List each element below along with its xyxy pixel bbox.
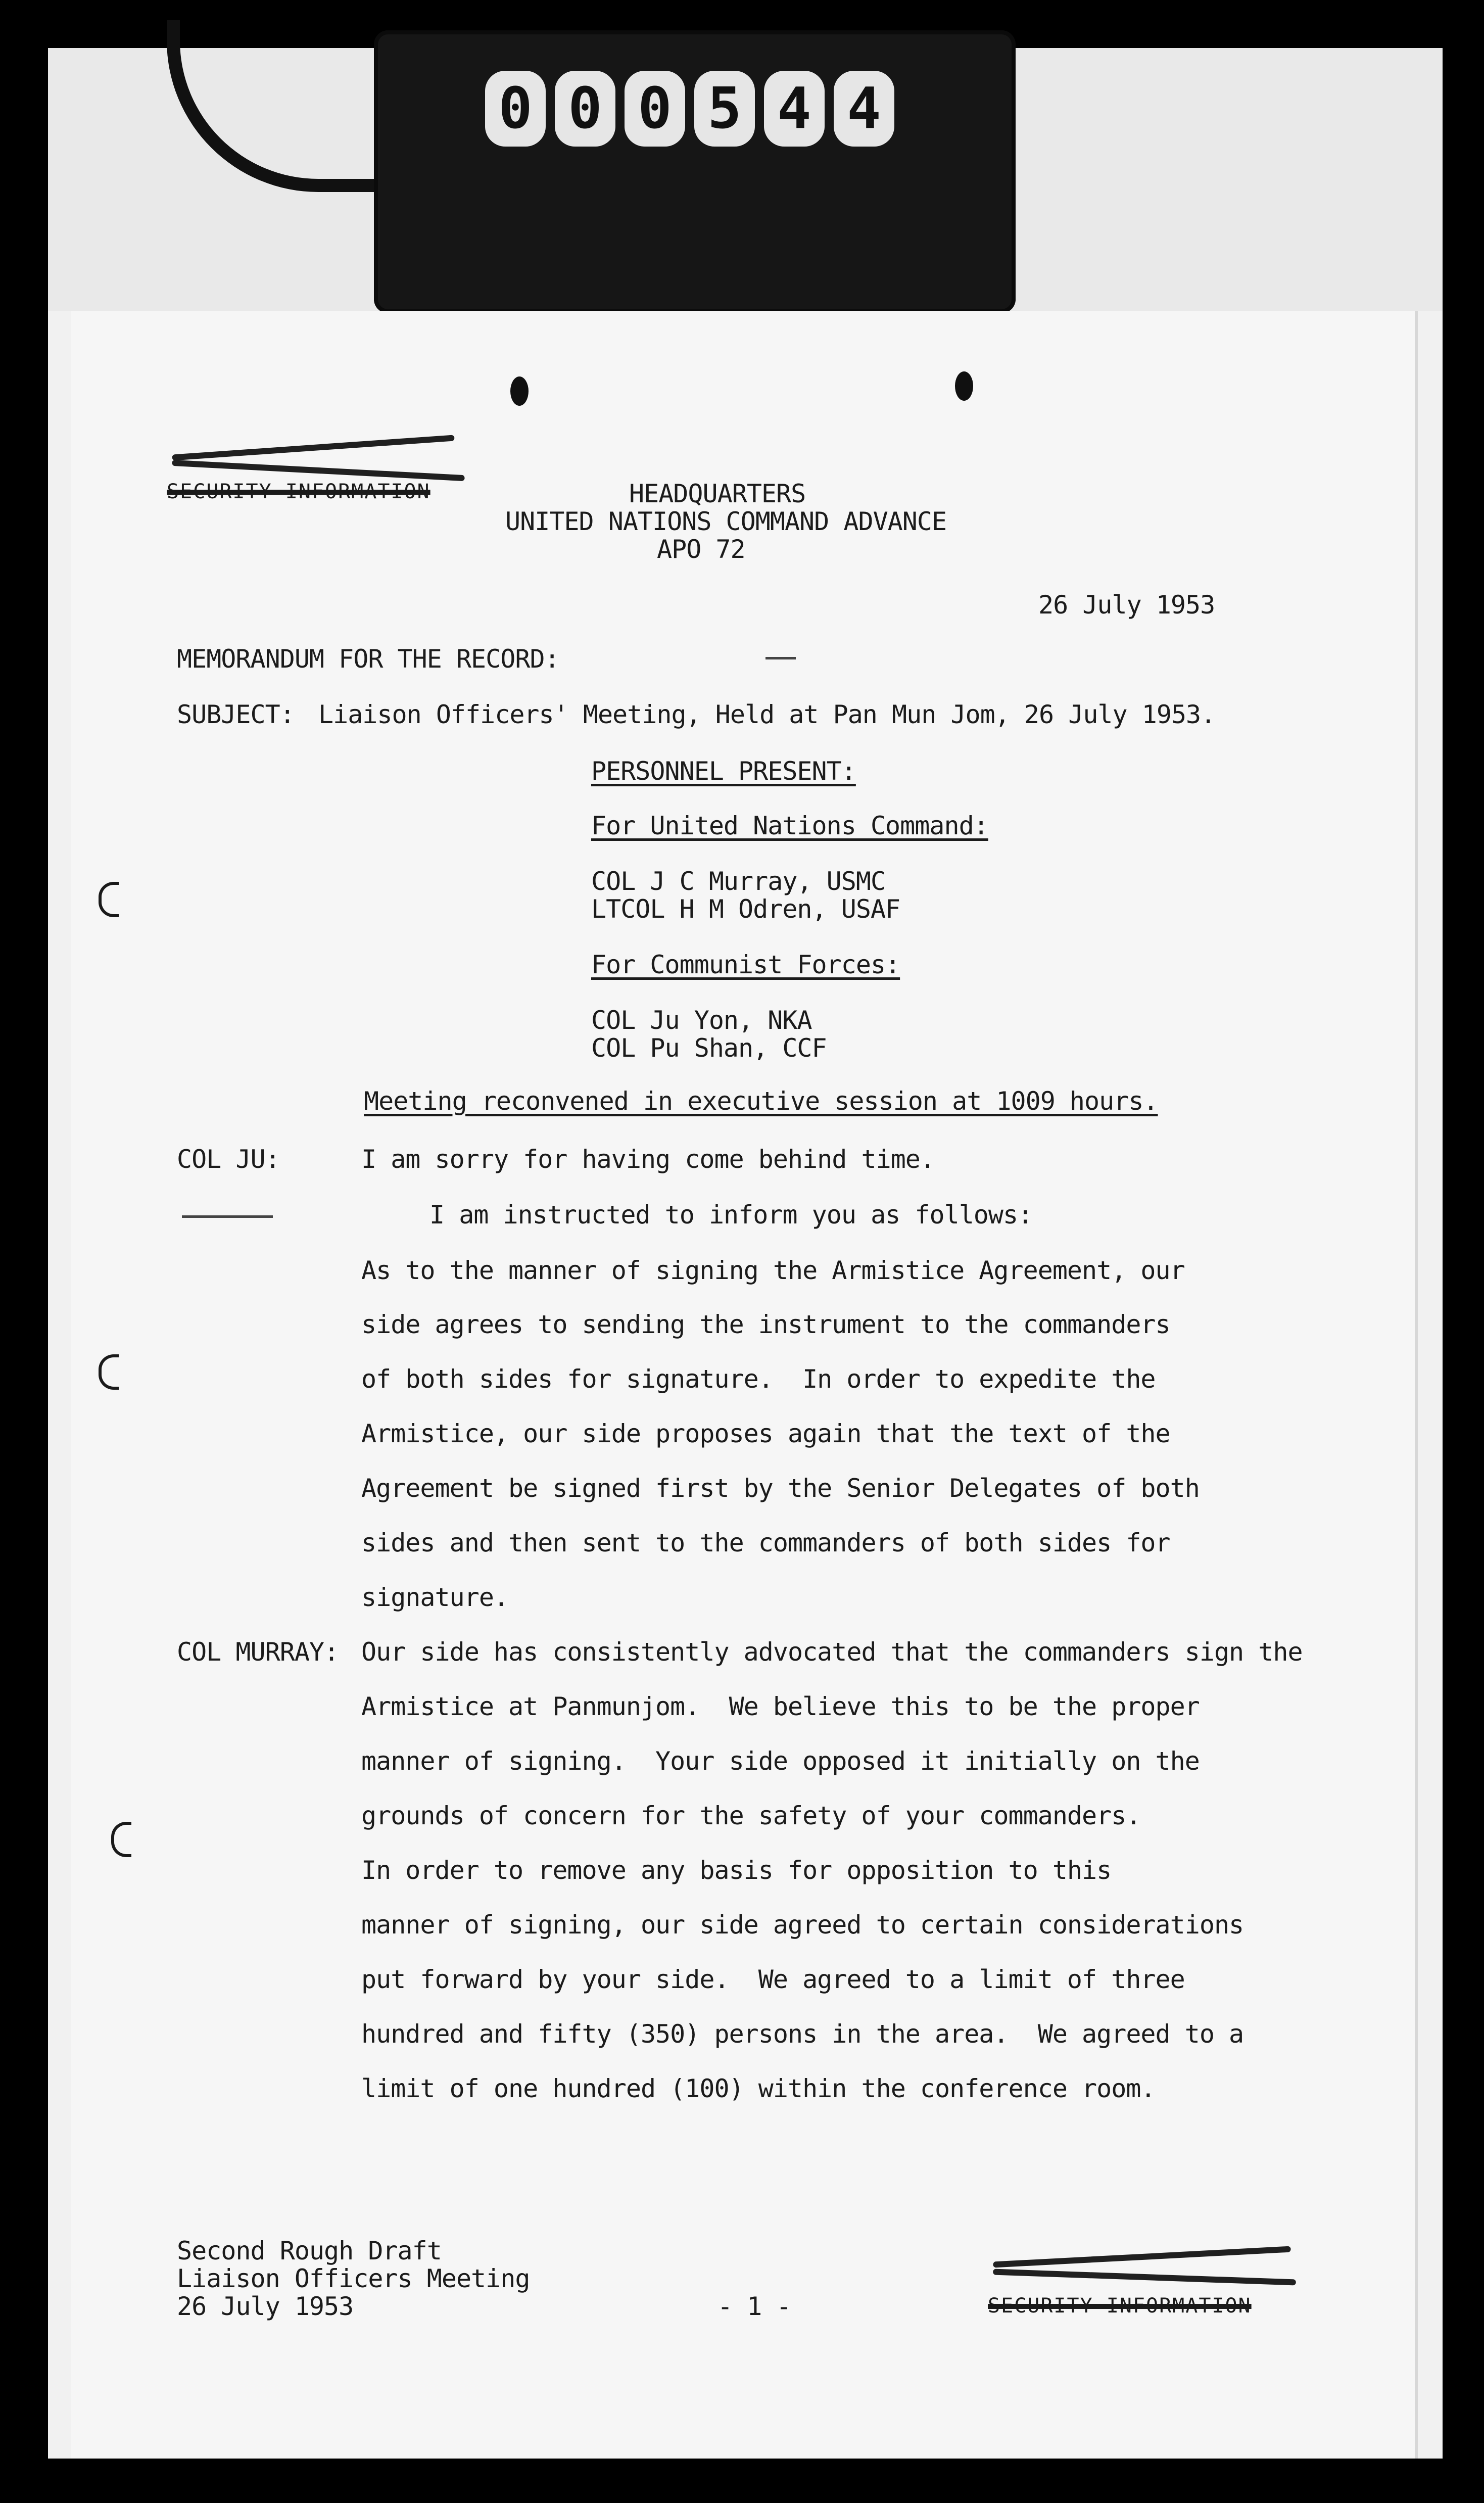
counter-digit: 4	[764, 71, 825, 147]
pencil-mark	[765, 657, 796, 659]
counter-digit: 0	[625, 71, 685, 147]
header-line-2: UNITED NATIONS COMMAND ADVANCE	[505, 507, 947, 536]
frame-counter-digits	[485, 71, 894, 147]
document-date: 26 July 1953	[1038, 590, 1215, 620]
statement-line: I am instructed to inform you as follows:	[429, 1200, 1033, 1230]
page-number: - 1 -	[717, 2292, 791, 2321]
statement-line: grounds of concern for the safety of your commanders.	[361, 1801, 1141, 1830]
statement-line: limit of one hundred (100) within the conference room.	[361, 2074, 1156, 2103]
security-stamp-top: SECURITY INFORMATION	[167, 480, 430, 503]
statement-line: Agreement be signed first by the Senior Delegates of both	[361, 1474, 1200, 1503]
cf-member: COL Ju Yon, NKA	[591, 1006, 812, 1035]
punch-hole	[510, 376, 529, 406]
statement-line: put forward by your side. We agreed to a limit of three	[361, 1965, 1185, 1994]
reconvened-line: Meeting reconvened in executive session at 1009 hours.	[364, 1087, 1158, 1116]
statement-line: sides and then sent to the commanders of both sides for	[361, 1528, 1170, 1557]
margin-mark	[99, 882, 119, 917]
statement-line: signature.	[361, 1583, 509, 1612]
statement-line: side agrees to sending the instrument to the commanders	[361, 1310, 1170, 1339]
header-line-1: HEADQUARTERS	[629, 479, 806, 508]
statement-line: hundred and fifty (350) persons in the area. We agreed to a	[361, 2019, 1244, 2049]
margin-mark	[99, 1354, 119, 1390]
memo-for: MEMORANDUM FOR THE RECORD:	[177, 644, 559, 674]
security-stamp-bottom: SECURITY INFORMATION	[988, 2294, 1252, 2318]
counter-digit: 4	[834, 71, 894, 147]
unc-member: LTCOL H M Odren, USAF	[591, 894, 900, 924]
statement-line: I am sorry for having come behind time.	[361, 1145, 935, 1174]
speaker-label: COL MURRAY:	[177, 1637, 339, 1667]
counter-digit: 0	[555, 71, 615, 147]
statement-line: of both sides for signature. In order to expedite the	[361, 1364, 1156, 1394]
statement-line: Armistice, our side proposes again that the text of the	[361, 1419, 1170, 1448]
subject-label: SUBJECT:	[177, 700, 295, 729]
unc-member: COL J C Murray, USMC	[591, 867, 886, 896]
footer-line: 26 July 1953	[177, 2292, 354, 2321]
statement-line: Our side has consistently advocated that the commanders sign the	[361, 1637, 1303, 1667]
pencil-mark	[182, 1215, 273, 1218]
statement-line: manner of signing. Your side opposed it initially on the	[361, 1746, 1200, 1776]
footer-line: Second Rough Draft	[177, 2236, 442, 2265]
statement-line: Armistice at Panmunjom. We believe this to be the proper	[361, 1692, 1200, 1721]
unc-heading: For United Nations Command:	[591, 811, 988, 840]
punch-hole	[955, 371, 973, 401]
header-line-3: APO 72	[657, 535, 745, 564]
speaker-label: COL JU:	[177, 1145, 280, 1174]
personnel-heading: PERSONNEL PRESENT:	[591, 757, 856, 786]
footer-line: Liaison Officers Meeting	[177, 2264, 530, 2293]
statement-line: manner of signing, our side agreed to certain considerations	[361, 1910, 1244, 1940]
margin-mark	[111, 1822, 131, 1857]
statement-line: In order to remove any basis for opposition to this	[361, 1856, 1112, 1885]
subject-text: Liaison Officers' Meeting, Held at Pan Mun Jom, 26 July 1953.	[318, 700, 1216, 729]
statement-line: As to the manner of signing the Armistice Agreement, our	[361, 1256, 1185, 1285]
cf-member: COL Pu Shan, CCF	[591, 1033, 827, 1063]
counter-digit: 5	[694, 71, 755, 147]
counter-digit: 0	[485, 71, 546, 147]
cf-heading: For Communist Forces:	[591, 950, 900, 979]
